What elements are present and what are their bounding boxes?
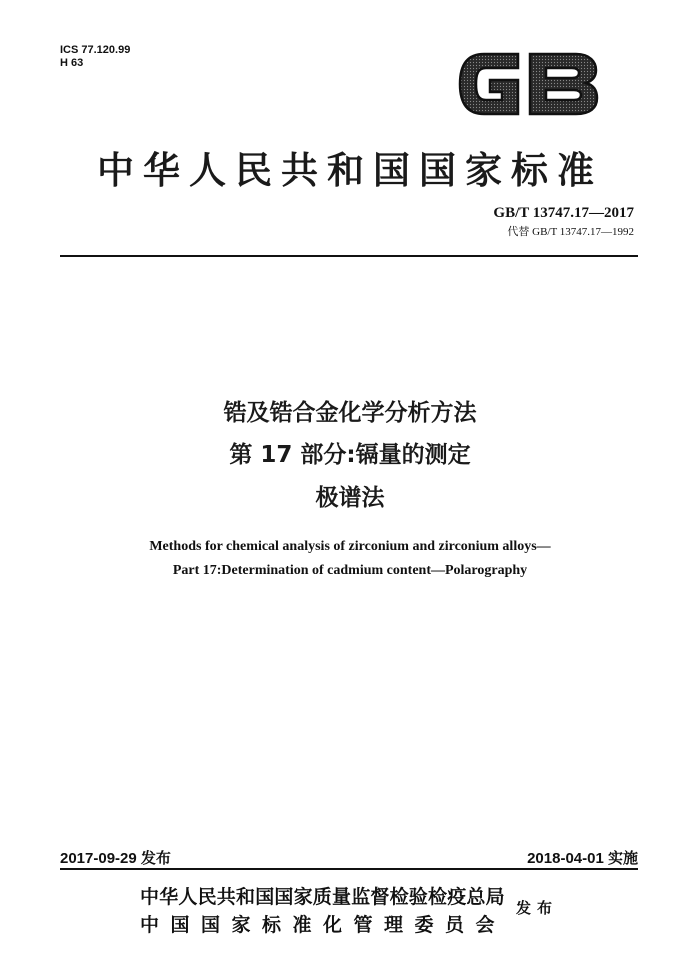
issuer-aqsiq: 中华人民共和国国家质量监督检验检疫总局 bbox=[140, 886, 505, 908]
top-divider bbox=[60, 255, 638, 257]
gb-logo-icon bbox=[454, 46, 602, 122]
publish-label: 发布 bbox=[516, 899, 559, 917]
chinese-title-line-2: 第 17 部分:镉量的测定 bbox=[229, 442, 471, 468]
bottom-divider bbox=[60, 868, 638, 870]
replaces-standard: 代替 GB/T 13747.17—1992 bbox=[507, 226, 634, 238]
english-title-line-1: Methods for chemical analysis of zirconium and zirconium alloys— bbox=[149, 539, 551, 554]
classification-code: H 63 bbox=[60, 57, 84, 69]
english-title-line-2: Part 17:Determination of cadmium content—Polarography bbox=[172, 563, 528, 578]
chinese-title-line-1: 锆及锆合金化学分析方法 bbox=[223, 400, 477, 426]
implementation-date: 2018-04-01 实施 bbox=[527, 850, 638, 867]
issuer-sac: 中国国家标准化管理委员会 bbox=[140, 914, 507, 936]
ics-code: ICS 77.120.99 bbox=[60, 44, 131, 56]
ics-block bbox=[60, 44, 130, 70]
issue-date: 2017-09-29 发布 bbox=[60, 850, 171, 867]
chinese-title-line-3: 极谱法 bbox=[315, 485, 385, 511]
standard-number: GB/T 13747.17—2017 bbox=[493, 205, 634, 221]
national-standard-title: 中华人民共和国国家标准 bbox=[97, 149, 603, 192]
